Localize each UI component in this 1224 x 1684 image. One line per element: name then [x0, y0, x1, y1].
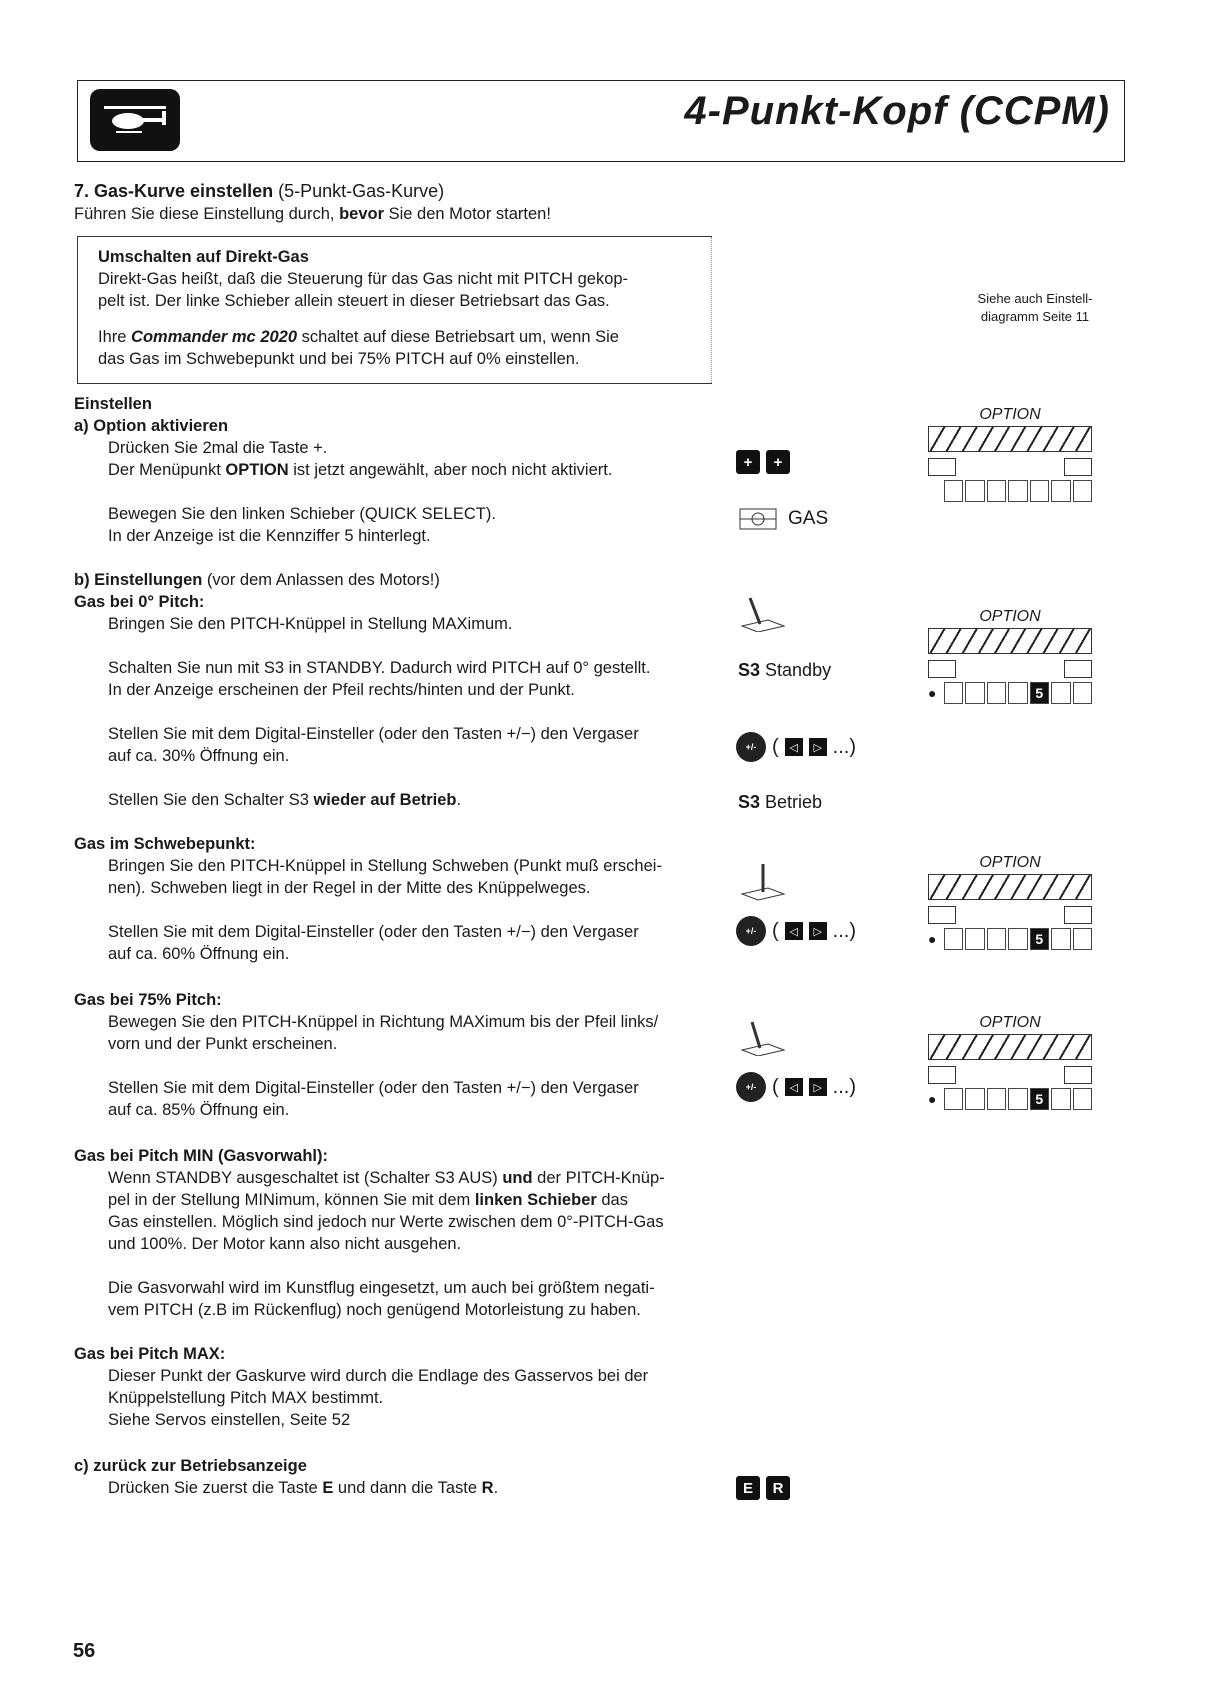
min-1a: Wenn STANDBY ausgeschaltet ist (Schalter S3 AUS) — [108, 1169, 503, 1187]
schwebe-4: auf ca. 60% Öffnung ein. — [108, 945, 290, 963]
schwebe-3: Stellen Sie mit dem Digital-Einsteller (oder den Tasten +/−) den Vergaser — [108, 923, 639, 941]
min-5: Die Gasvorwahl wird im Kunstflug eingesetzt, um auch bei größtem negati- — [108, 1279, 655, 1297]
stick-hover-icon — [738, 858, 788, 898]
einstellen-title: Einstellen — [74, 395, 152, 413]
min-title: Gas bei Pitch MIN (Gasvorwahl): — [74, 1147, 328, 1165]
min-2b: linken Schieber — [474, 1191, 597, 1209]
r-key-icon: R — [766, 1476, 790, 1500]
s3-standby-text: Standby — [760, 660, 832, 680]
lcd-row — [928, 1066, 1092, 1084]
s3-standby — [738, 660, 831, 681]
plus-key-icon: + — [736, 450, 760, 474]
c-1c: und dann die Taste — [333, 1479, 482, 1497]
min-2c: das — [596, 1191, 628, 1209]
lcd-option-label: OPTION — [979, 1014, 1041, 1031]
lcd-row — [928, 660, 1092, 678]
s3-betrieb-b: S3 — [738, 792, 761, 812]
lcd-option-label: OPTION — [979, 406, 1041, 423]
lcd-bar — [928, 628, 1092, 654]
a-step2 — [108, 459, 612, 481]
lcd-option-label: OPTION — [979, 608, 1041, 625]
info-box-line3c: schaltet auf diese Betriebsart um, wenn Sie — [297, 328, 619, 346]
a-step1: Drücken Sie 2mal die Taste +. — [108, 439, 328, 457]
adjust-sequence-1 — [736, 732, 856, 762]
max-title: Gas bei Pitch MAX: — [74, 1345, 226, 1363]
right-key-icon: ▷ — [809, 1078, 827, 1096]
seq-open: ( — [772, 735, 779, 758]
section-heading — [74, 180, 444, 202]
lcd-row — [928, 906, 1092, 924]
g75-2: vorn und der Punkt erscheinen. — [108, 1035, 338, 1053]
helicopter-icon — [90, 89, 180, 151]
section-heading-bold: 7. Gas-Kurve einstellen — [74, 181, 274, 201]
digital-dial-icon: +/- — [736, 732, 766, 762]
side-note — [945, 290, 1125, 326]
lcd-display-4 — [928, 1014, 1092, 1110]
info-box-line2: pelt ist. Der linke Schieber allein steuert in dieser Betriebsart das Gas. — [98, 292, 610, 310]
lcd-digit-5: 5 — [1030, 682, 1049, 704]
schwebe-1: Bringen Sie den PITCH-Knüppel in Stellung Schweben (Punkt muß erschei- — [108, 857, 662, 875]
lcd-digits: ● 5 — [928, 928, 1092, 950]
gas0-title: Gas bei 0° Pitch: — [74, 593, 205, 611]
adjust-sequence-3 — [736, 1072, 856, 1102]
info-box-line3a: Ihre — [98, 328, 132, 346]
stick-max-icon — [738, 592, 788, 632]
right-key-icon: ▷ — [809, 738, 827, 756]
lcd-bar — [928, 874, 1092, 900]
b-title — [74, 569, 440, 591]
page-header — [77, 80, 1125, 162]
gas0-3: In der Anzeige erscheinen der Pfeil rechts/hinten und der Punkt. — [108, 681, 575, 699]
intro-text — [74, 203, 551, 225]
lcd-display-1 — [928, 406, 1092, 502]
seq-close: ...) — [832, 735, 857, 758]
c-1b: E — [322, 1479, 334, 1497]
right-key-icon: ▷ — [809, 922, 827, 940]
slider-icon — [738, 505, 778, 533]
digital-dial-icon: +/- — [736, 916, 766, 946]
lcd-row — [928, 458, 1092, 476]
g75-3: Stellen Sie mit dem Digital-Einsteller (oder den Tasten +/−) den Vergaser — [108, 1079, 639, 1097]
info-box-line3 — [98, 326, 619, 348]
side-note-line2: diagramm Seite 11 — [980, 309, 1090, 324]
a2c: ist jetzt angewählt, aber noch nicht aktiviert. — [288, 461, 613, 479]
gas0-6c: . — [456, 791, 462, 809]
intro-b: bevor — [339, 205, 385, 223]
lcd-display-3 — [928, 854, 1092, 950]
gas-label: GAS — [788, 508, 829, 529]
a2b: OPTION — [225, 461, 289, 479]
info-box-title: Umschalten auf Direkt-Gas — [98, 248, 309, 266]
left-key-icon: ◁ — [785, 922, 803, 940]
gas0-1: Bringen Sie den PITCH-Knüppel in Stellung MAXimum. — [108, 615, 513, 633]
min-4: und 100%. Der Motor kann also nicht ausgehen. — [108, 1235, 462, 1253]
left-key-icon: ◁ — [785, 738, 803, 756]
c-1e: . — [493, 1479, 499, 1497]
g75-title: Gas bei 75% Pitch: — [74, 991, 222, 1009]
min-2a: pel in der Stellung MINimum, können Sie mit dem — [108, 1191, 475, 1209]
side-note-line1: Siehe auch Einstell- — [977, 291, 1093, 306]
s3-betrieb-text: Betrieb — [760, 792, 823, 812]
b-title-rest: (vor dem Anlassen des Motors!) — [202, 571, 440, 589]
lcd-option-label: OPTION — [979, 854, 1041, 871]
min-1b: und — [502, 1169, 533, 1187]
gas-slider — [738, 505, 828, 533]
lcd-digit-5: 5 — [1030, 928, 1049, 950]
gas0-6a: Stellen Sie den Schalter S3 — [108, 791, 314, 809]
c-title: c) zurück zur Betriebsanzeige — [74, 1457, 307, 1475]
stick-75-icon — [738, 1016, 788, 1056]
gas0-6b: wieder auf Betrieb — [313, 791, 457, 809]
plus-keys — [736, 450, 790, 474]
schwebe-2: nen). Schweben liegt in der Regel in der Mitte des Knüppelweges. — [108, 879, 591, 897]
digital-dial-icon: +/- — [736, 1072, 766, 1102]
gas0-6 — [108, 789, 461, 811]
b-title-bold: b) Einstellungen — [74, 571, 203, 589]
min-1 — [108, 1167, 665, 1189]
info-box-line4: das Gas im Schwebepunkt und bei 75% PITCH auf 0% einstellen. — [98, 350, 580, 368]
max-2: Knüppelstellung Pitch MAX bestimmt. — [108, 1389, 384, 1407]
c-1 — [108, 1477, 498, 1499]
max-1: Dieser Punkt der Gaskurve wird durch die Endlage des Gasservos bei der — [108, 1367, 649, 1385]
seq-close: ...) — [832, 1075, 857, 1098]
g75-1: Bewegen Sie den PITCH-Knüppel in Richtung MAXimum bis der Pfeil links/ — [108, 1013, 659, 1031]
a-step4: In der Anzeige ist die Kennziffer 5 hinterlegt. — [108, 527, 431, 545]
a2a: Der Menüpunkt — [108, 461, 226, 479]
page-number: 56 — [73, 1640, 96, 1662]
lcd-bar — [928, 1034, 1092, 1060]
lcd-digits — [928, 480, 1092, 502]
option-activate-title: a) Option aktivieren — [74, 417, 229, 435]
s3-betrieb — [738, 792, 822, 813]
lcd-digit-5: 5 — [1030, 1088, 1049, 1110]
info-box-line1: Direkt-Gas heißt, daß die Steuerung für das Gas nicht mit PITCH gekop- — [98, 270, 629, 288]
plus-key-icon: + — [766, 450, 790, 474]
lcd-display-2 — [928, 608, 1092, 704]
max-3: Siehe Servos einstellen, Seite 52 — [108, 1411, 351, 1429]
seq-close: ...) — [832, 919, 857, 942]
a-step3: Bewegen Sie den linken Schieber (QUICK SELECT). — [108, 505, 496, 523]
intro-a: Führen Sie diese Einstellung durch, — [74, 205, 340, 223]
adjust-sequence-2 — [736, 916, 856, 946]
section-heading-rest: (5-Punkt-Gas-Kurve) — [273, 181, 445, 201]
g75-4: auf ca. 85% Öffnung ein. — [108, 1101, 290, 1119]
lcd-bar — [928, 426, 1092, 452]
gas0-2: Schalten Sie nun mit S3 in STANDBY. Dadurch wird PITCH auf 0° gestellt. — [108, 659, 651, 677]
lcd-digits: ● 5 — [928, 1088, 1092, 1110]
intro-c: Sie den Motor starten! — [384, 205, 551, 223]
left-key-icon: ◁ — [785, 1078, 803, 1096]
min-3: Gas einstellen. Möglich sind jedoch nur Werte zwischen dem 0°-PITCH-Gas — [108, 1213, 664, 1231]
e-key-icon: E — [736, 1476, 760, 1500]
schwebe-title: Gas im Schwebepunkt: — [74, 835, 256, 853]
min-6: vem PITCH (z.B im Rückenflug) noch genügend Motorleistung zu haben. — [108, 1301, 641, 1319]
lcd-digits: ● 5 — [928, 682, 1092, 704]
seq-open: ( — [772, 1075, 779, 1098]
c-1a: Drücken Sie zuerst die Taste — [108, 1479, 323, 1497]
min-1c: der PITCH-Knüp- — [532, 1169, 665, 1187]
min-2 — [108, 1189, 628, 1211]
gas0-5: auf ca. 30% Öffnung ein. — [108, 747, 290, 765]
product-name: Commander mc 2020 — [131, 328, 298, 346]
s3-standby-b: S3 — [738, 660, 761, 680]
e-r-keys — [736, 1476, 790, 1500]
seq-open: ( — [772, 919, 779, 942]
page-title: 4-Punkt-Kopf (CCPM) — [684, 89, 1110, 133]
gas0-4: Stellen Sie mit dem Digital-Einsteller (oder den Tasten +/−) den Vergaser — [108, 725, 639, 743]
c-1d: R — [481, 1479, 494, 1497]
